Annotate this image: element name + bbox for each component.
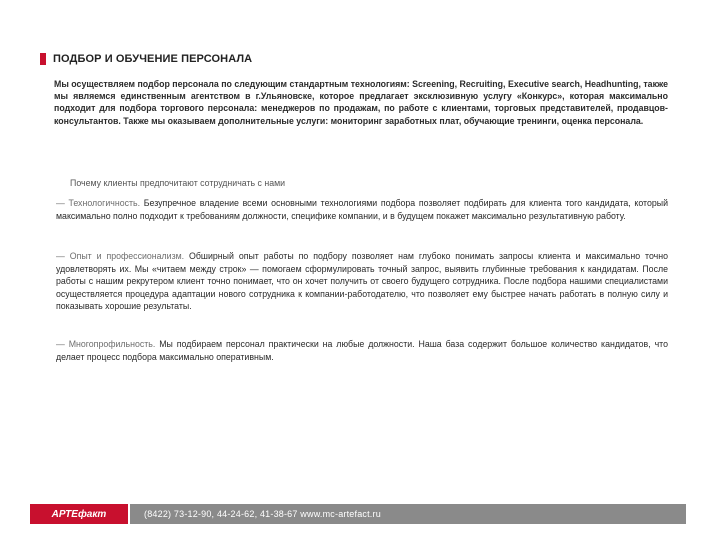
company-logo: АРТЕфакт (30, 504, 128, 524)
footer-contacts: (8422) 73-12-90, 44-24-62, 41-38-67 www.mc-artefact.ru (144, 509, 381, 519)
advantage-versatility (56, 338, 668, 363)
section-heading (40, 53, 252, 65)
footer-divider (128, 504, 130, 524)
advantage-text: Безупречное владение всеми основными технологиями подбора позволяет подбирать для клиента того кандидата, который максимально полно подходит к требованиям должности, специфике компании, и в будущем покажет максимально результативную работу. (56, 198, 668, 221)
advantage-experience (56, 250, 668, 313)
advantage-text: Обширный опыт работы по подбору позволяет нам глубоко понимать запросы клиента и максимально точно удовлетворять их. Мы «читаем между строк» — помогаем сформулировать точный запрос, выявить глубинные требования к кандидатам. После работы с нашим рекрутером клиент точно понимает, что он хочет получить от своего будущего сотрудника. После подбора нашими специалистами осуществляется процедура адаптации нового сотрудника к компании-работодателю, что позволяет ему быстрее начать работать в полную силу и показывать хорошие результаты. (56, 251, 669, 312)
advantage-technology (56, 197, 668, 222)
advantages-subtitle: Почему клиенты предпочитают сотрудничать с нами (70, 178, 286, 188)
advantage-text: Мы подбираем персонал практически на любые должности. Наша база содержит большое количество кандидатов, что делает процесс подбора максимально оперативным. (56, 339, 668, 362)
advantage-lead: — Технологичность. (56, 198, 141, 208)
advantage-lead: — Многопрофильность. (56, 339, 156, 349)
intro-paragraph: Мы осуществляем подбор персонала по следующим стандартным технологиям: Screening, Recruiting, Executive search, Headhunting, также мы являемся единственным агентством в г.Ульяновске, которое предлагает эксклюзивную услугу «Конкурс», которая максимально подходит для подбора торгового персонала: менеджеров по продажам, по работе с клиентами, торговых представителей, продавцов-консультантов. Также мы оказываем дополнительные услуги: мониторинг заработных плат, обучающие тренинги, оценка персонала. (54, 79, 668, 126)
page-title: ПОДБОР И ОБУЧЕНИЕ ПЕРСОНАЛА (53, 53, 253, 65)
footer-bar (30, 504, 686, 524)
heading-marker (40, 53, 46, 65)
advantage-lead: — Опыт и профессионализм. (56, 251, 185, 261)
